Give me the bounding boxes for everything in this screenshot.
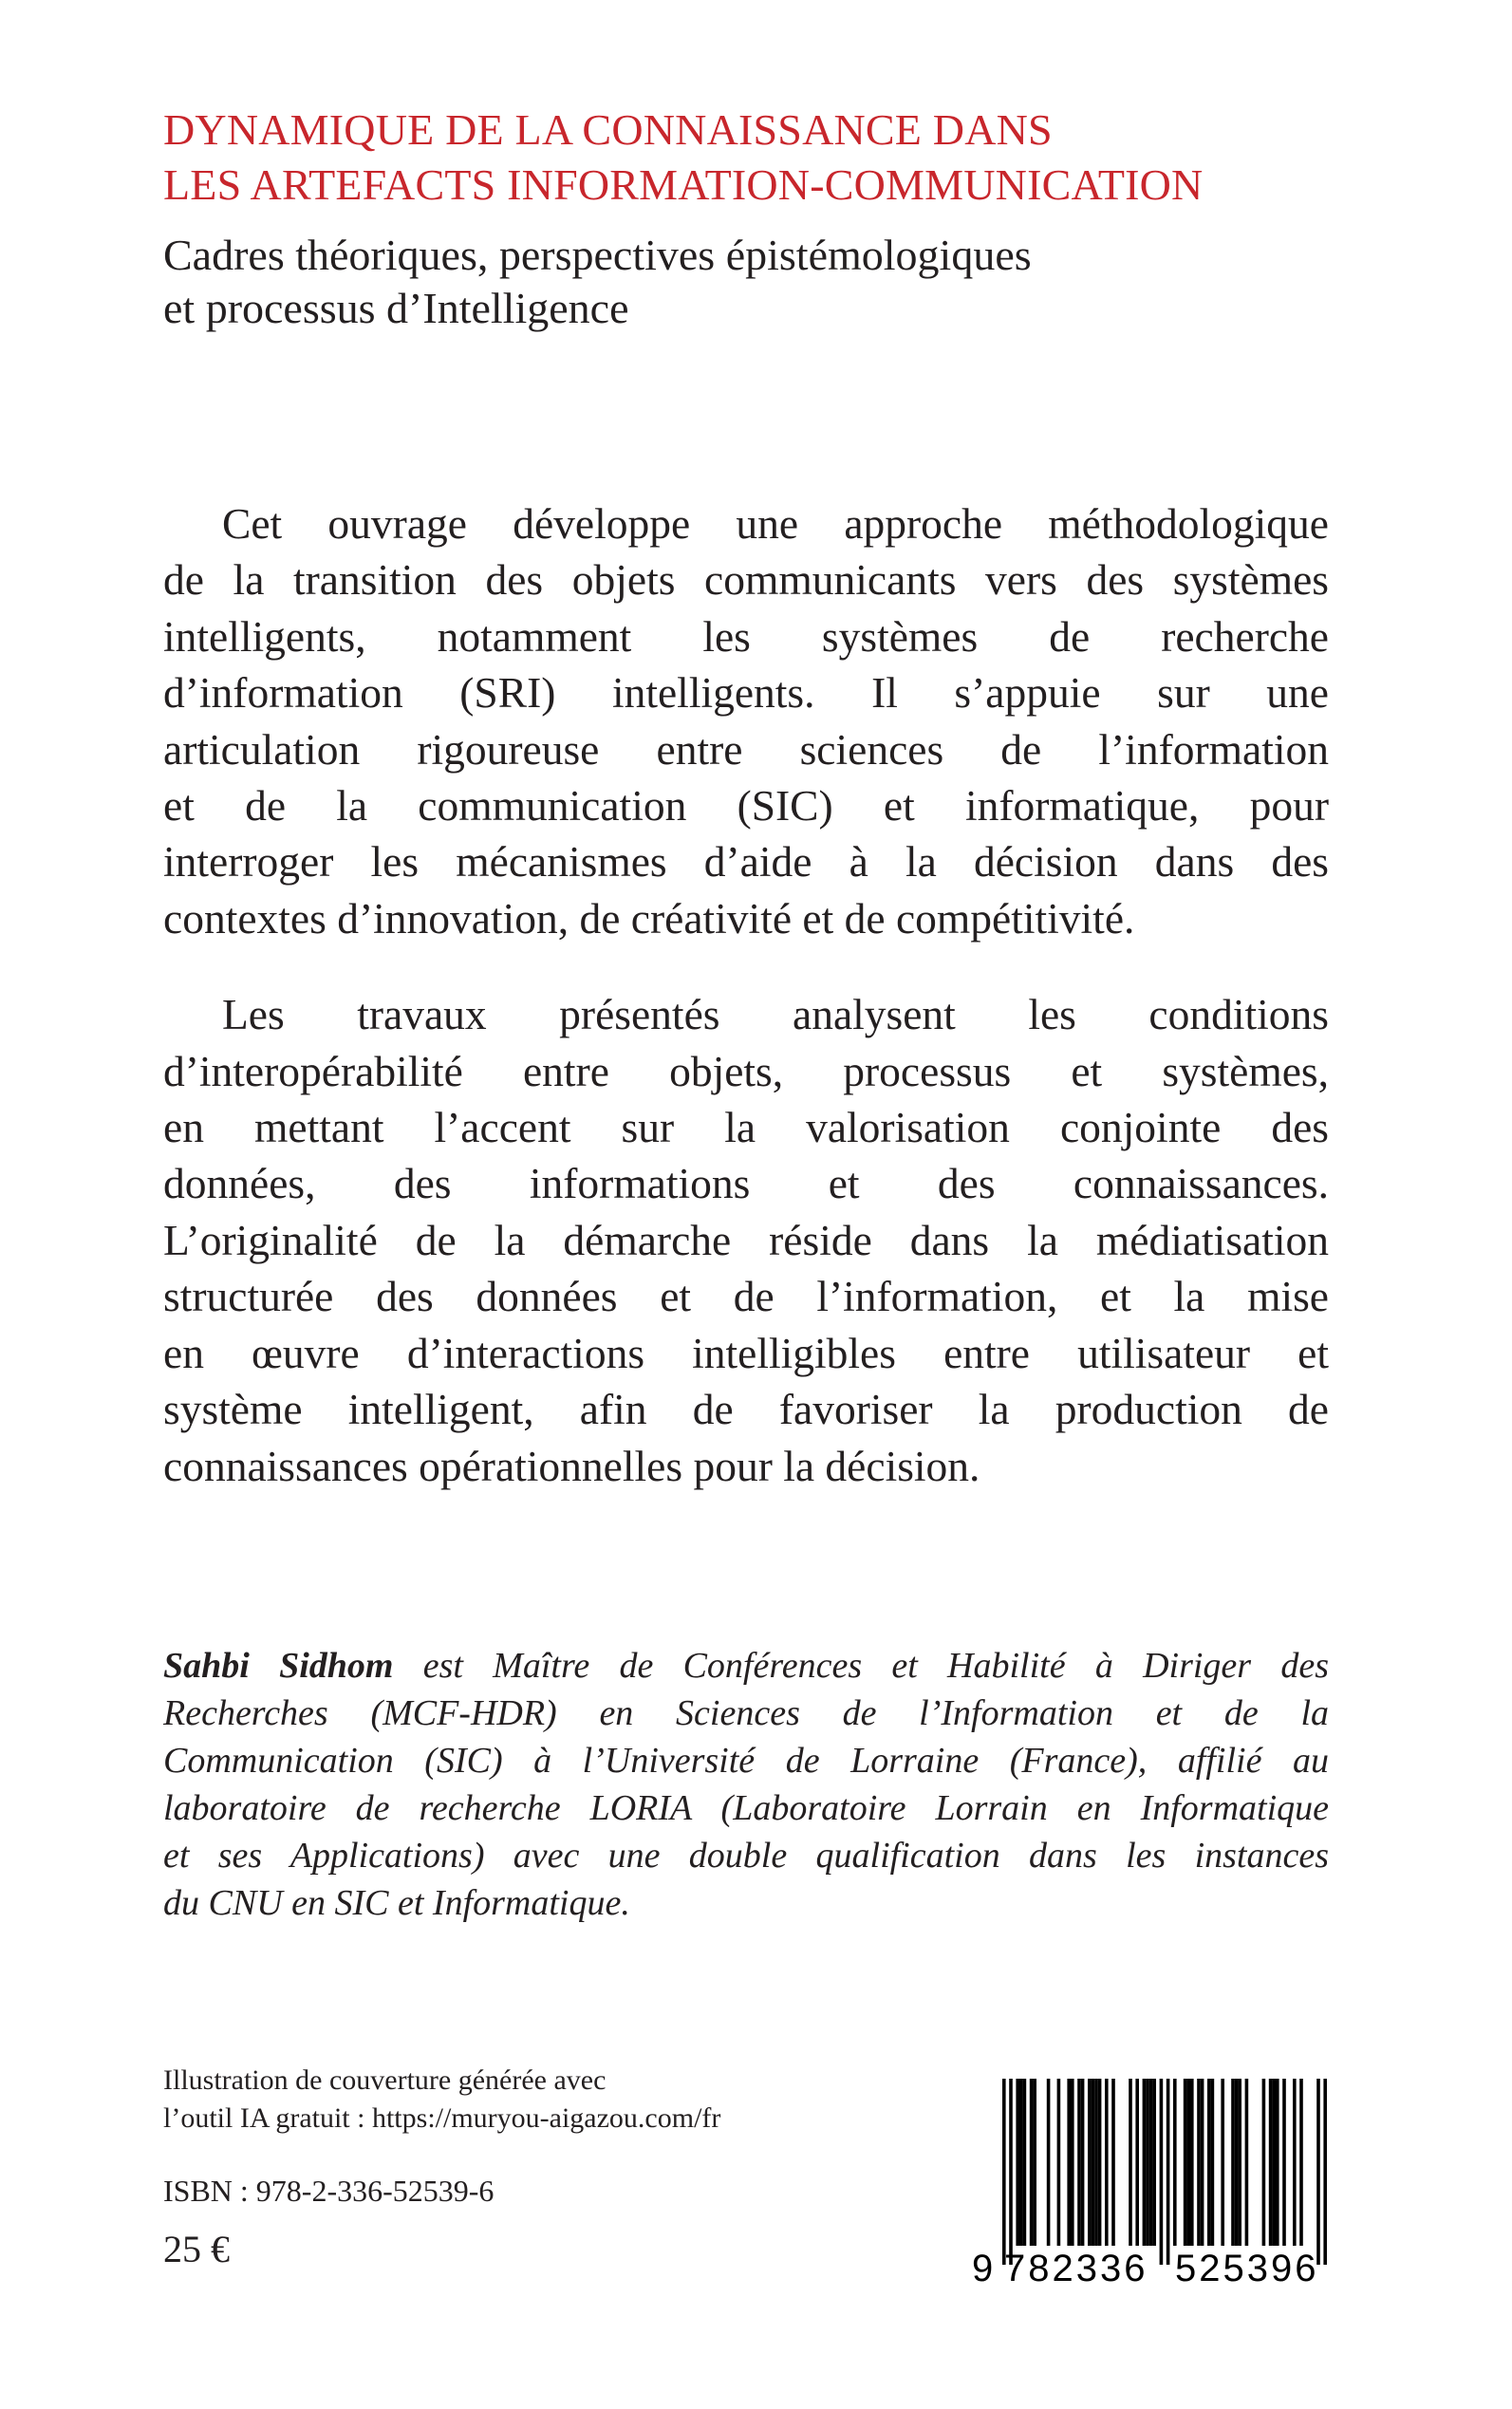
barcode-bar (1152, 2079, 1156, 2246)
summary-line: en mettant l’accent sur la valorisation conjointe des (163, 1103, 1329, 1152)
barcode-bar (1221, 2079, 1224, 2246)
summary-line: données, des informations et des connaissances. (163, 1159, 1329, 1208)
barcode-bar (1009, 2079, 1013, 2265)
barcode-bar (1293, 2079, 1297, 2246)
barcode-bar (1272, 2079, 1276, 2246)
summary-line: contextes d’innovation, de créativité et de compétitivité. (163, 893, 1135, 943)
book-title-line-2: LES ARTEFACTS INFORMATION-COMMUNICATION (163, 160, 1204, 209)
barcode-bar (1299, 2079, 1303, 2246)
barcode-bar (1282, 2079, 1286, 2246)
book-subtitle (163, 229, 1397, 335)
summary-line: et de la communication (SIC) et informatique, pour (163, 781, 1329, 831)
barcode-bar (1092, 2079, 1095, 2246)
barcode-bar (1276, 2079, 1279, 2246)
barcode-bar (1323, 2079, 1327, 2265)
barcode-bar (1245, 2079, 1249, 2246)
credit-line-2: l’outil IA gratuit : https://muryou-aigazou.com/fr (163, 2102, 721, 2134)
barcode-left-digits: 782336 (1004, 2248, 1148, 2289)
barcode-lead-digit: 9 (972, 2248, 994, 2289)
barcode-bar (1019, 2079, 1023, 2246)
credit-line-1: Illustration de couverture générée avec (163, 2064, 607, 2096)
barcode-bar (1047, 2079, 1051, 2246)
summary-line: d’information (SRI) intelligents. Il s’appuie sur une (163, 668, 1329, 718)
barcode-bar (1269, 2079, 1273, 2246)
author-name: Sahbi Sidhom (163, 1646, 394, 1686)
summary-paragraph-2 (163, 986, 1329, 1494)
author-bio-line: et ses Applications) avec une double qualification dans les instances (163, 1836, 1329, 1876)
summary-line: L’originalité de la démarche réside dans la médiatisation (163, 1215, 1329, 1264)
author-bio-line: du CNU en SIC et Informatique. (163, 1883, 630, 1923)
author-bio (163, 1642, 1329, 1927)
barcode-bar (1149, 2079, 1153, 2246)
barcode-bar (1077, 2079, 1081, 2246)
barcode-digits (972, 2248, 1348, 2289)
barcode-bar (1190, 2079, 1194, 2246)
barcode-bar (1173, 2079, 1177, 2246)
barcode-bar (1002, 2079, 1006, 2265)
summary-line: interroger les mécanismes d’aide à la décision dans des (163, 837, 1329, 887)
barcode-right-digits: 525396 (1175, 2248, 1319, 2289)
summary-line: Les travaux présentés analysent les conditions (222, 990, 1329, 1039)
barcode-bar (1146, 2079, 1149, 2246)
barcode-bar (1201, 2079, 1204, 2246)
author-bio-line (163, 1642, 1329, 1690)
summary-line: système intelligent, afin de favoriser la production de (163, 1385, 1329, 1434)
barcode-bar (1184, 2079, 1187, 2246)
cover-illustration-credit (163, 2062, 942, 2138)
barcode-bar (1143, 2079, 1147, 2246)
barcode-bar (1186, 2079, 1190, 2246)
barcode-bar (1098, 2079, 1102, 2246)
barcode-bar (1088, 2079, 1092, 2246)
barcode-bar (1262, 2079, 1266, 2246)
summary-line: articulation rigoureuse entre sciences de l’information (163, 724, 1329, 774)
barcode-bar (1094, 2079, 1098, 2246)
summary-paragraph-1 (163, 495, 1329, 946)
barcode-bar (1207, 2079, 1211, 2246)
summary-line: en œuvre d’interactions intelligibles entre utilisateur et (163, 1328, 1329, 1377)
barcode-bar (1081, 2079, 1085, 2246)
barcode-bar (1067, 2079, 1071, 2246)
book-subtitle-line-2: et processus d’Intelligence (163, 284, 629, 332)
barcode-bar (1167, 2079, 1170, 2265)
price: 25 € (163, 2228, 230, 2270)
barcode-bar (1211, 2079, 1215, 2246)
summary-line: intelligents, notamment les systèmes de recherche (163, 611, 1329, 661)
barcode-bar (1071, 2079, 1074, 2246)
barcode-bar (1023, 2079, 1027, 2246)
author-bio-line: laboratoire de recherche LORIA (Laboratoire Lorrain en Informatique (163, 1788, 1329, 1828)
barcode-bar (1316, 2079, 1320, 2265)
barcode-bar (1129, 2079, 1132, 2246)
barcode-bar (1016, 2079, 1019, 2246)
barcode-bar (1235, 2079, 1239, 2246)
author-bio-line: Recherches (MCF-HDR) en Sciences de l’Information et de la (163, 1693, 1329, 1733)
barcode-bar (1197, 2079, 1201, 2246)
summary-line: structurée des données et de l’information, et la mise (163, 1272, 1329, 1321)
summary-line: connaissances opérationnelles pour la décision. (163, 1441, 980, 1490)
barcode-bar (1030, 2079, 1034, 2246)
author-bio-line-1-text: est Maître de Conférences et Habilité à Diriger des (393, 1646, 1329, 1686)
isbn: ISBN : 978-2-336-52539-6 (163, 2174, 495, 2208)
summary-line: Cet ouvrage développe une approche méthodologique (222, 499, 1329, 548)
barcode-bar (1033, 2079, 1036, 2246)
barcode-bars (972, 2079, 1348, 2269)
barcode-bar (1105, 2079, 1109, 2246)
barcode-bar (1057, 2079, 1061, 2246)
barcode-bar (1135, 2079, 1139, 2246)
back-cover-summary (163, 495, 1329, 1494)
summary-line: de la transition des objets communicants vers des systèmes (163, 555, 1329, 605)
barcode-bar (1238, 2079, 1241, 2246)
summary-line: d’interopérabilité entre objets, processus et systèmes, (163, 1046, 1329, 1095)
barcode (972, 2079, 1348, 2289)
author-bio-line: Communication (SIC) à l’Université de Lorraine (France), affilié au (163, 1741, 1329, 1781)
book-title-line-1: DYNAMIQUE DE LA CONNAISSANCE DANS (163, 105, 1053, 154)
book-subtitle-line-1: Cadres théoriques, perspectives épistémologiques (163, 231, 1032, 279)
barcode-bar (1231, 2079, 1235, 2246)
barcode-bar (1111, 2079, 1115, 2246)
barcode-bar (1160, 2079, 1164, 2265)
book-title (163, 103, 1397, 213)
